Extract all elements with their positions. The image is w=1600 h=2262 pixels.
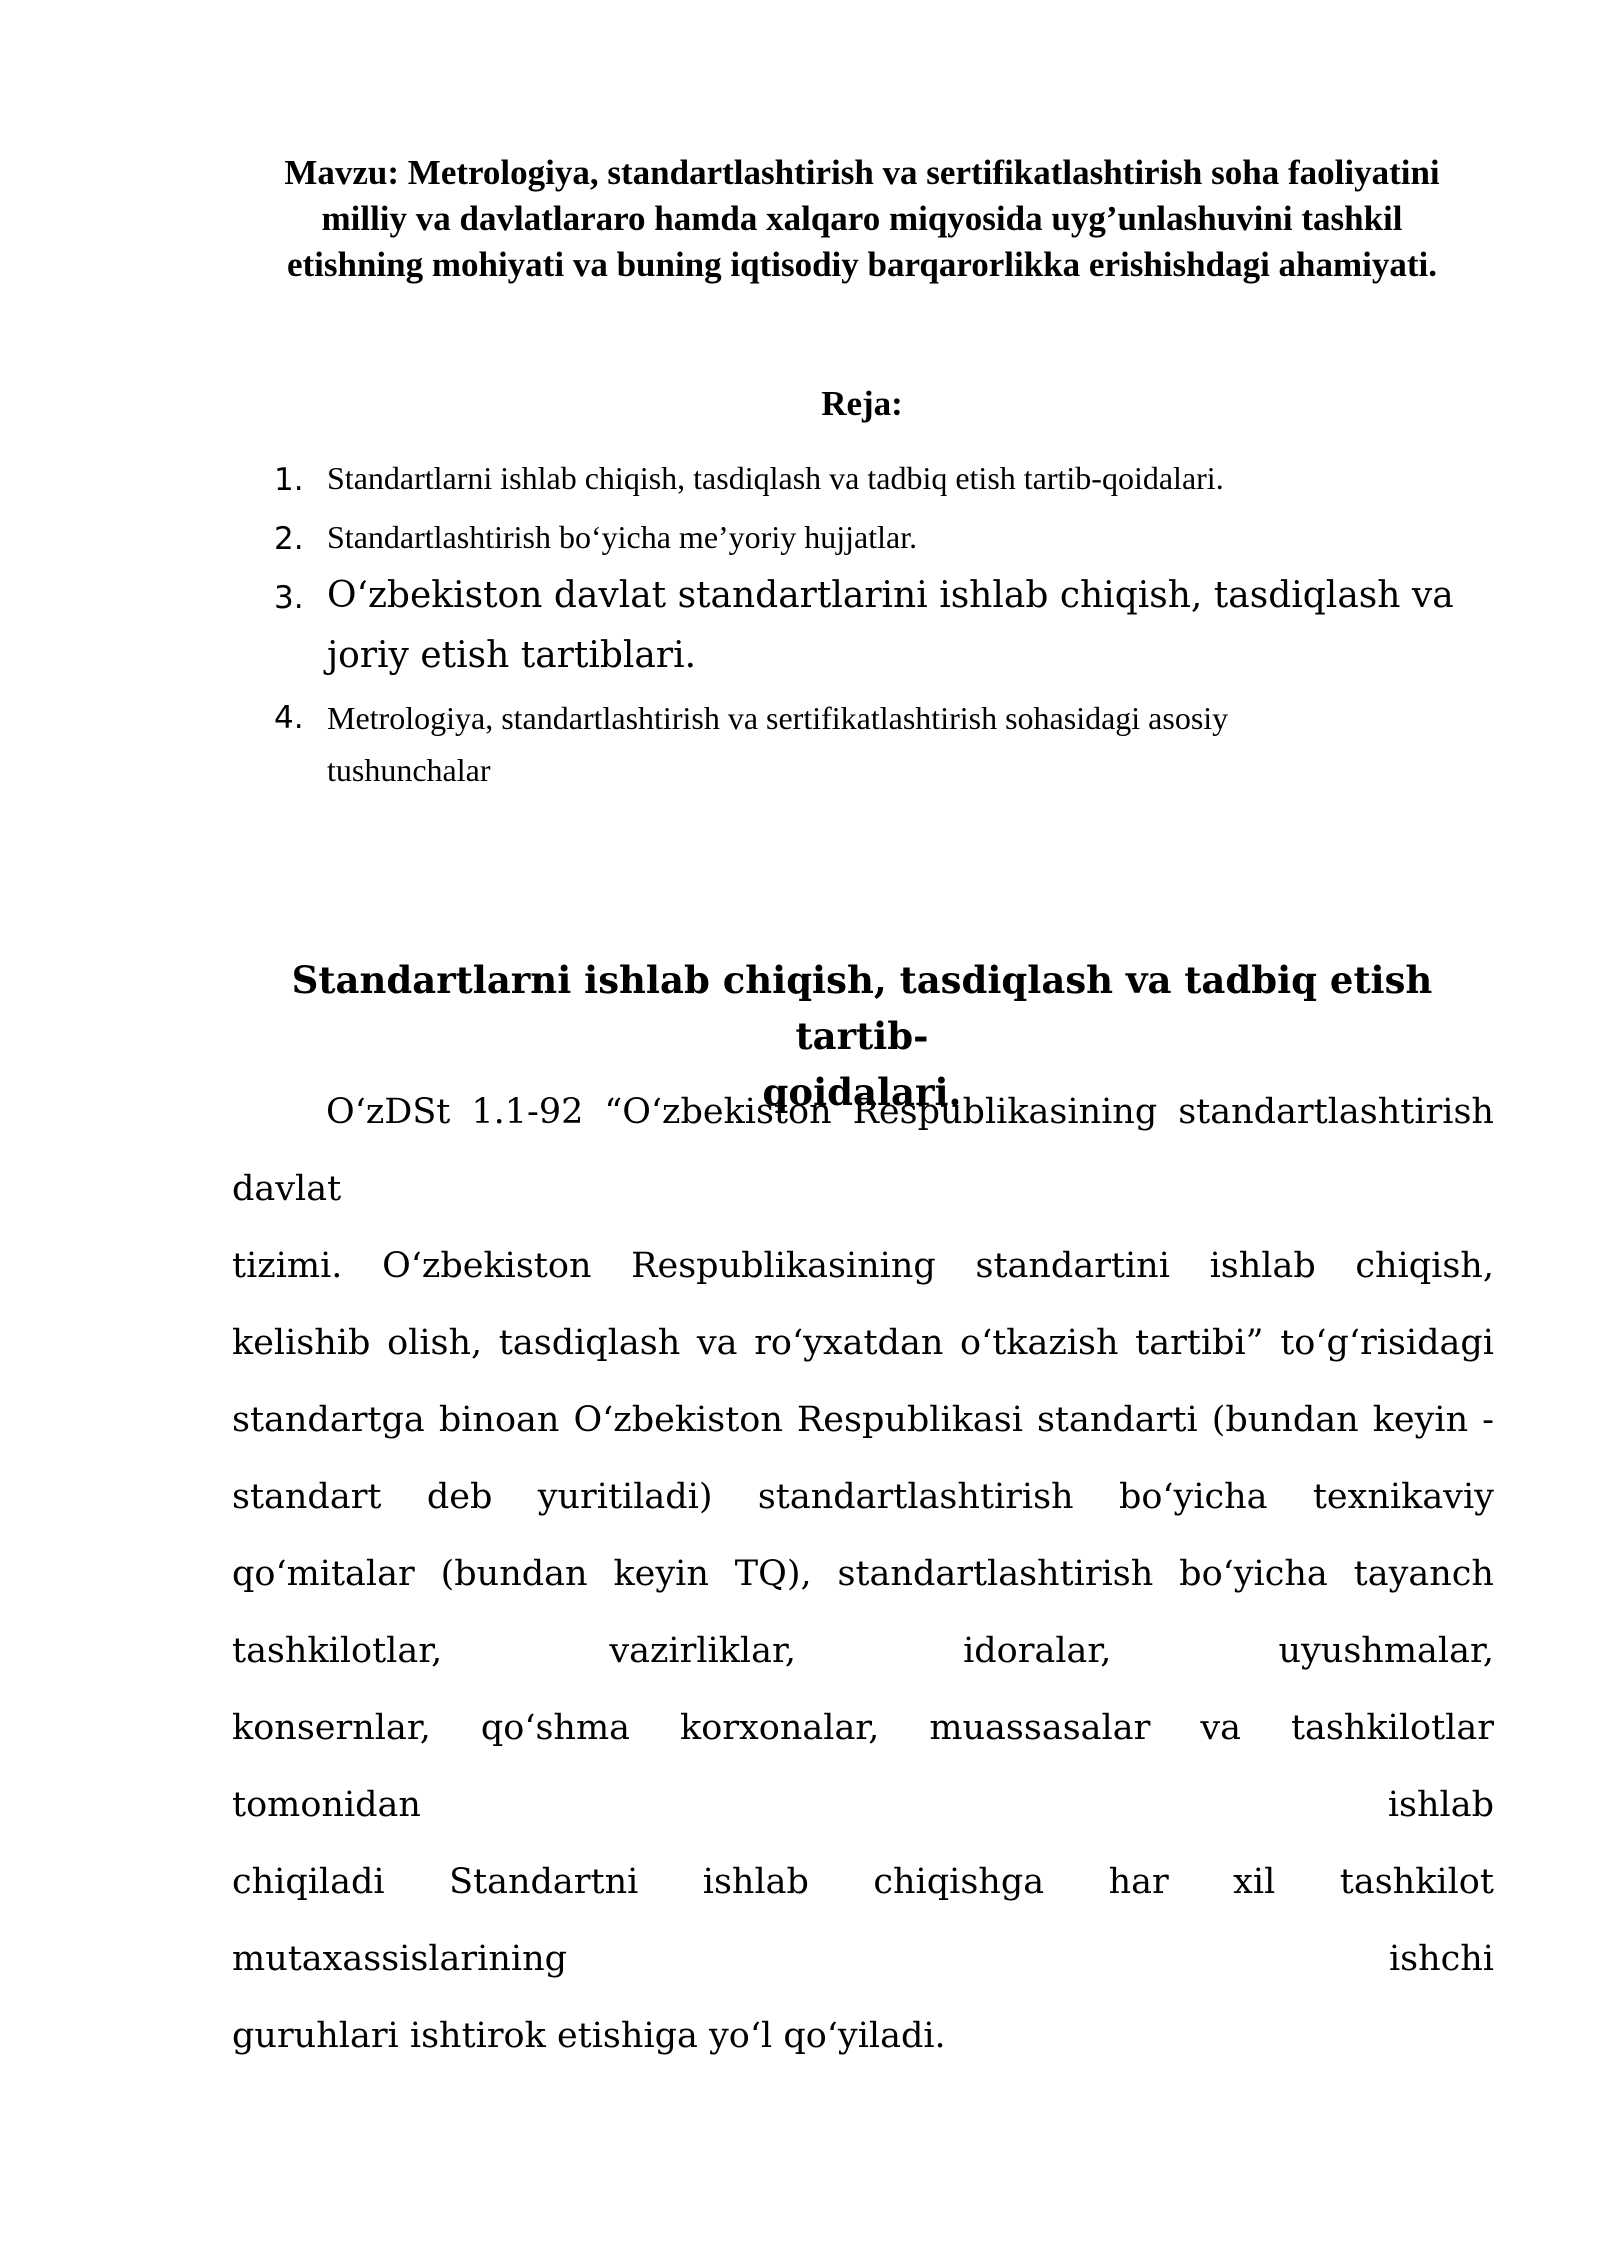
plan-item-line: O‘zbekiston davlat standartlarini ishlab chiqish, tasdiqlash va — [327, 575, 1454, 616]
paragraph-line: tomonidan ishlab — [232, 1785, 1494, 1825]
paragraph-line: davlat — [232, 1169, 342, 1209]
plan-item-number: 3. — [274, 580, 304, 616]
paragraph-line: standart deb yuritiladi) standartlashtirish bo‘yicha texnikaviy — [232, 1477, 1494, 1517]
paragraph-line: chiqiladi Standartni ishlab chiqishga har xil tashkilot — [232, 1862, 1494, 1902]
paragraph-line: tizimi. O‘zbekiston Respublikasining standartini ishlab chiqish, — [232, 1246, 1494, 1286]
plan-item-line: tushunchalar — [327, 752, 491, 788]
plan-item-text — [327, 692, 1457, 796]
paragraph-line: standartga binoan O‘zbekiston Respublikasi standarti (bundan keyin - — [232, 1400, 1494, 1440]
plan-item-line: Standartlashtirish bo‘yicha me’yoriy hujjatlar. — [327, 519, 918, 555]
topic-line-3: etishning mohiyati va buning iqtisodiy barqarorlikka erishishdagi ahamiyati. — [286, 245, 1438, 284]
plan-item-number: 2. — [274, 521, 304, 557]
plan-item-text — [327, 452, 1457, 504]
paragraph-line: tashkilotlar, vazirliklar, idoralar, uyushmalar, — [232, 1631, 1494, 1671]
plan-item-line: Metrologiya, standartlashtirish va sertifikatlashtirish sohasidagi asosiy — [327, 700, 1229, 736]
section-heading-line-1: Standartlarni ishlab chiqish, tasdiqlash va tadbiq etish tartib- — [291, 958, 1433, 1058]
topic-line-2: milliy va davlatlararo hamda xalqaro miqyosida uyg’unlashuvini tashkil — [321, 199, 1403, 238]
topic-line-1: Mavzu: Metrologiya, standartlashtirish va sertifikatlashtirish soha faoliyatini — [284, 153, 1440, 192]
plan-item-text — [327, 511, 1457, 563]
plan-item-number: 4. — [274, 700, 304, 736]
paragraph-line: konsernlar, qo‘shma korxonalar, muassasalar va tashkilotlar — [232, 1708, 1494, 1748]
plan-item-line: joriy etish tartiblari. — [327, 635, 697, 676]
paragraph-line: O‘zDSt 1.1-92 “O‘zbekiston Respublikasining standartlashtirish — [326, 1092, 1494, 1132]
plan-heading: Reja: — [821, 384, 903, 423]
paragraph-line: mutaxassislarining ishchi — [232, 1939, 1494, 1979]
topic-title — [232, 150, 1492, 288]
paragraph-line: qo‘mitalar (bundan keyin TQ), standartlashtirish bo‘yicha tayanch — [232, 1554, 1494, 1594]
paragraph-line: kelishib olish, tasdiqlash va ro‘yxatdan o‘tkazish tartibi” to‘g‘risidagi — [232, 1323, 1494, 1363]
paragraph-line: guruhlari ishtirok etishiga yo‘l qo‘yiladi. — [232, 2016, 946, 2056]
plan-item-text — [327, 566, 1457, 686]
section-heading-line-2: qoidalari. — [762, 1070, 962, 1114]
plan-item-number: 1. — [274, 462, 304, 498]
plan-item-line: Standartlarni ishlab chiqish, tasdiqlash va tadbiq etish tartib-qoidalari. — [327, 460, 1224, 496]
